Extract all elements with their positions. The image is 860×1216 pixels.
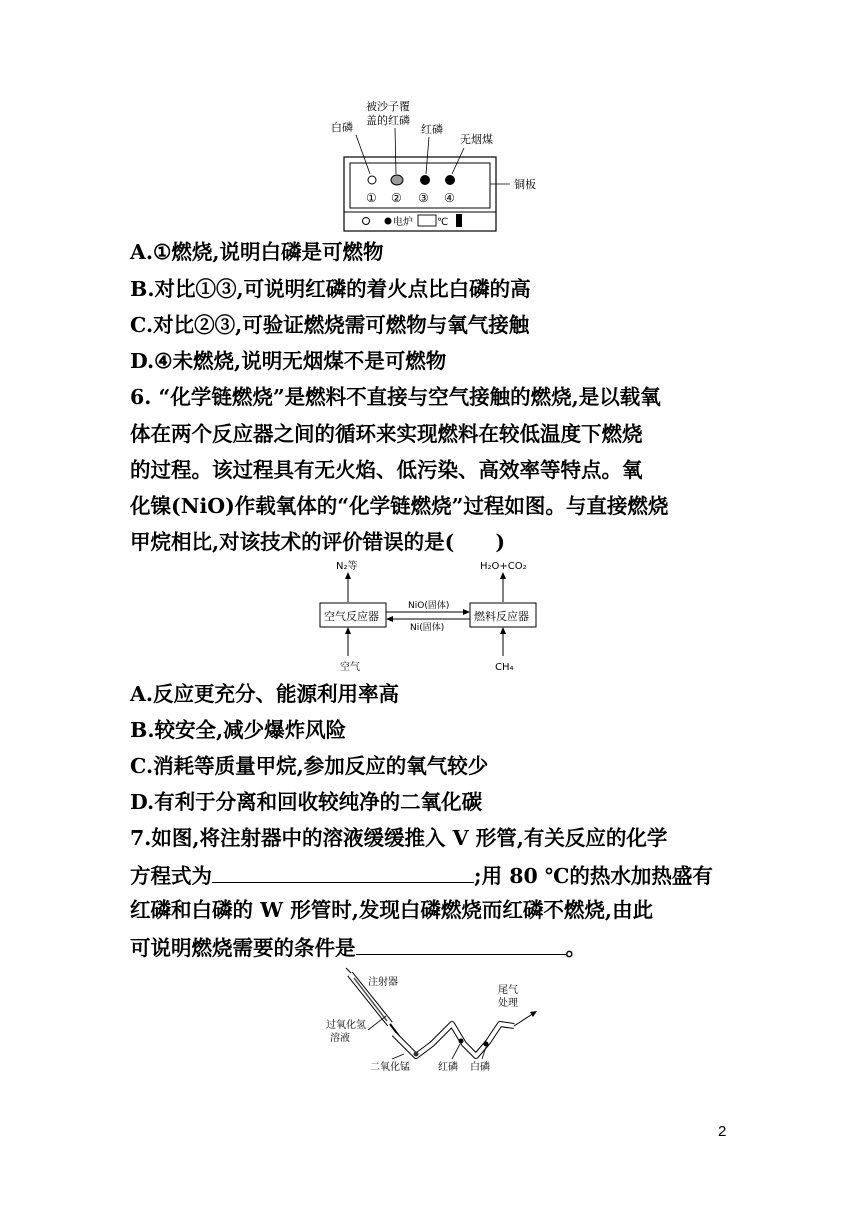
equation-blank[interactable] bbox=[212, 864, 474, 883]
q5-option-b: B.对比①③,可说明红磷的着火点比白磷的高 bbox=[130, 277, 531, 301]
temperature-display bbox=[418, 215, 436, 226]
page-number: 2 bbox=[718, 1123, 727, 1140]
label-ni-solid: Ni(固体) bbox=[410, 623, 445, 633]
label-celsius: ℃ bbox=[437, 217, 449, 228]
label-white-phosphorus: 白磷 bbox=[331, 121, 353, 134]
label-copper-plate: 铜板 bbox=[514, 178, 536, 191]
label-heater: 电炉 bbox=[393, 217, 413, 228]
label-n2-etc: N₂等 bbox=[336, 561, 358, 572]
q7-text-line-1: 7.如图,将注射器中的溶液缓缓推入 V 形管,有关反应的化学 bbox=[130, 826, 668, 850]
label-air: 空气 bbox=[340, 662, 360, 673]
label-syringe: 注射器 bbox=[368, 977, 398, 988]
label-red-phosphorus: 红磷 bbox=[421, 123, 443, 136]
q7-line2-suffix: ;用 80 ℃的热水加热盛有 bbox=[474, 864, 713, 888]
heater-switch bbox=[456, 214, 462, 227]
marker-3: ③ bbox=[418, 191, 429, 205]
condition-blank[interactable] bbox=[356, 936, 566, 955]
power-indicator-on bbox=[385, 218, 392, 225]
label-white-phosphorus: 白磷 bbox=[470, 1062, 490, 1073]
figure-chemical-looping bbox=[310, 556, 550, 676]
q7-line2-prefix: 方程式为 bbox=[130, 864, 212, 888]
label-sand-covered-1: 被沙子覆 bbox=[366, 100, 410, 113]
fuel-reactor-label: 燃料反应器 bbox=[474, 610, 529, 623]
q6-text-line-1: 6. “化学链燃烧”是燃料不直接与空气接触的燃烧,是以载氧 bbox=[130, 385, 661, 409]
q6-text-line-3: 的过程。该过程具有无火焰、低污染、高效率等特点。氧 bbox=[130, 458, 643, 482]
anthracite-sample bbox=[445, 175, 455, 185]
mno2-sample bbox=[414, 1052, 419, 1057]
q6-option-a: A.反应更充分、能源利用率高 bbox=[130, 682, 400, 706]
label-nio-solid: NiO(固体) bbox=[408, 601, 450, 611]
power-indicator-off bbox=[363, 218, 370, 225]
label-h2o-co2: H₂O+CO₂ bbox=[480, 561, 527, 572]
figure-copper-plate bbox=[326, 96, 546, 236]
white-phosphorus-sample bbox=[368, 176, 376, 184]
marker-1: ① bbox=[366, 191, 377, 205]
label-tail-gas-1: 尾气 bbox=[498, 985, 518, 996]
q6-option-b: B.较安全,减少爆炸风险 bbox=[130, 718, 347, 742]
red-phosphorus-sample bbox=[459, 1039, 464, 1044]
air-reactor-label: 空气反应器 bbox=[324, 610, 379, 623]
label-mno2: 二氧化锰 bbox=[370, 1062, 410, 1073]
q5-option-a: A.①燃烧,说明白磷是可燃物 bbox=[130, 240, 384, 264]
label-anthracite: 无烟煤 bbox=[460, 133, 493, 146]
q5-option-d: D.④未燃烧,说明无烟煤不是可燃物 bbox=[130, 349, 447, 373]
q6-option-d: D.有利于分离和回收较纯净的二氧化碳 bbox=[130, 790, 483, 814]
q7-text-line-3: 红磷和白磷的 W 形管时,发现白磷燃烧而红磷不燃烧,由此 bbox=[130, 898, 654, 922]
q7-line4-prefix: 可说明燃烧需要的条件是 bbox=[130, 936, 356, 960]
marker-2: ② bbox=[391, 191, 402, 205]
q6-text-line-2: 体在两个反应器之间的循环来实现燃料在较低温度下燃烧 bbox=[130, 422, 643, 446]
q7-line4-suffix: 。 bbox=[565, 936, 586, 960]
q6-option-c: C.消耗等质量甲烷,参加反应的氧气较少 bbox=[130, 754, 489, 778]
label-ch4: CH₄ bbox=[495, 662, 514, 673]
q7-text-line-2 bbox=[130, 864, 713, 887]
label-h2o2-2: 溶液 bbox=[330, 1033, 350, 1044]
label-red-phosphorus: 红磷 bbox=[438, 1062, 458, 1073]
label-sand-covered-2: 盖的红磷 bbox=[366, 114, 410, 127]
q5-option-c: C.对比②③,可验证燃烧需可燃物与氧气接触 bbox=[130, 313, 530, 337]
white-phosphorus-sample bbox=[484, 1042, 489, 1047]
label-tail-gas-2: 处理 bbox=[498, 998, 518, 1009]
q6-text-line-4: 化镍(NiO)作载氧体的“化学链燃烧”过程如图。与直接燃烧 bbox=[130, 494, 669, 518]
marker-4: ④ bbox=[444, 191, 455, 205]
label-h2o2-1: 过氧化氢 bbox=[326, 1020, 366, 1031]
sand-covered-red-phosphorus-sample bbox=[391, 175, 403, 185]
q6-text-line-5: 甲烷相比,对该技术的评价错误的是( ) bbox=[130, 530, 506, 554]
figure-syringe-w-tube bbox=[324, 964, 544, 1076]
q7-text-line-4 bbox=[130, 936, 586, 959]
red-phosphorus-sample bbox=[420, 175, 430, 185]
